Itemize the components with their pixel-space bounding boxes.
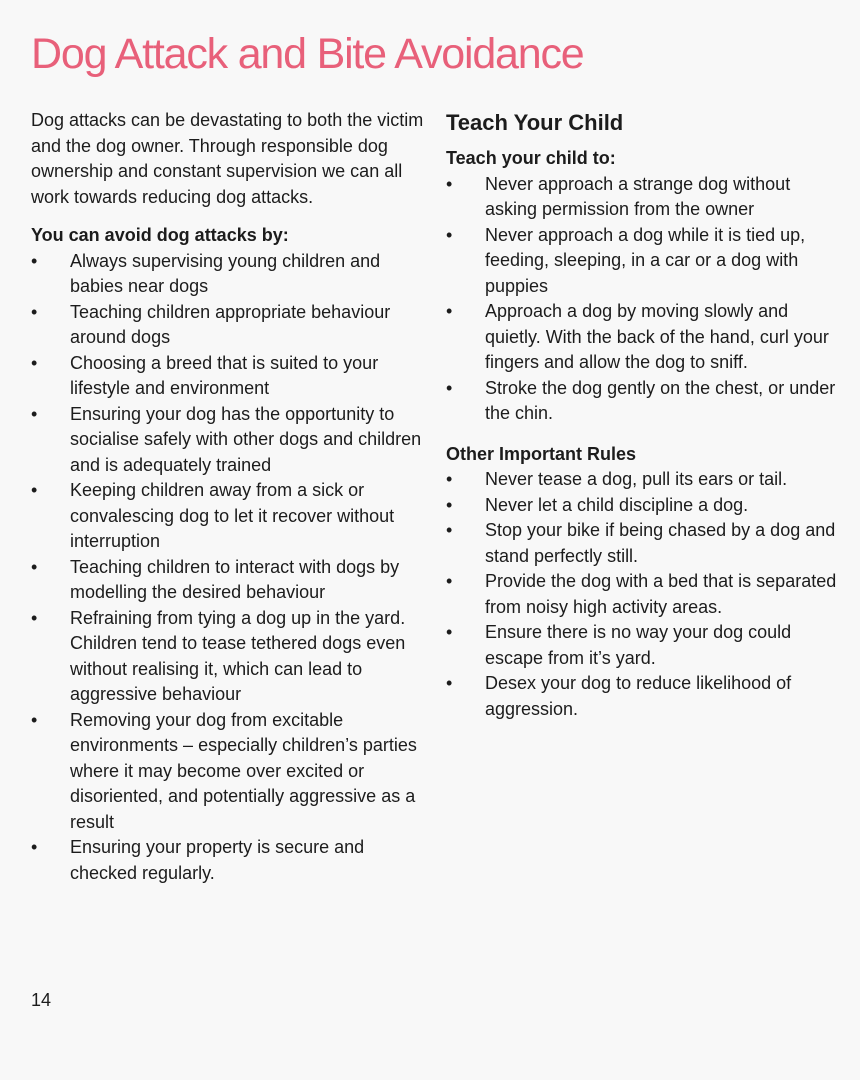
bullet-icon: • bbox=[446, 622, 453, 642]
bullet-icon: • bbox=[31, 556, 38, 577]
bullet-icon: • bbox=[31, 837, 38, 857]
bullet-icon: • bbox=[446, 520, 453, 540]
list-item: • Ensuring your property is secure and checked regularly. bbox=[31, 837, 365, 883]
bullet-icon: • bbox=[446, 173, 453, 194]
bullet-icon: • bbox=[31, 250, 38, 271]
teach-child-list bbox=[446, 172, 846, 427]
list-item: • Approach a dog by moving slowly and quietly. With the back of the hand, curl your fingers and allow the dog to sniff. bbox=[446, 301, 829, 372]
other-rules-list bbox=[446, 467, 846, 722]
list-item: • Keeping children away from a sick or convalescing dog to let it recover without interruption bbox=[31, 480, 395, 551]
bullet-icon: • bbox=[31, 301, 38, 322]
bullet-icon: • bbox=[31, 480, 38, 500]
avoid-attacks-list bbox=[31, 249, 426, 887]
page-title: Dog Attack and Bite Avoidance bbox=[31, 30, 584, 78]
page-number: 14 bbox=[31, 990, 52, 1010]
list-item: • Never approach a dog while it is tied up, feeding, sleeping, in a car or a dog with puppies bbox=[446, 224, 806, 296]
bullet-icon: • bbox=[31, 352, 38, 373]
bullet-icon: • bbox=[446, 301, 453, 321]
right-column bbox=[446, 108, 846, 722]
bullet-icon: • bbox=[446, 469, 453, 489]
bullet-icon: • bbox=[31, 607, 38, 628]
list-item: • Always supervising young children and babies near dogs bbox=[31, 250, 381, 296]
teach-child-heading: Teach Your Child bbox=[446, 110, 624, 135]
list-item: • Never tease a dog, pull its ears or tail. bbox=[446, 467, 846, 493]
list-item: • Desex your dog to reduce likelihood of aggression. bbox=[446, 673, 792, 719]
list-item: • Choosing a breed that is suited to your lifestyle and environment bbox=[31, 352, 379, 398]
bullet-icon: • bbox=[446, 494, 453, 515]
intro-paragraph: Dog attacks can be devastating to both the victim and the dog owner. Through responsible dog ownership and constant supervision we can all work towards reducing dog attacks. bbox=[31, 110, 424, 207]
bullet-icon: • bbox=[446, 571, 453, 591]
list-item: • Ensuring your dog has the opportunity to socialise safely with other dogs and children and is adequately trained bbox=[31, 403, 422, 475]
list-item: • Teaching children to interact with dogs by modelling the desired behaviour bbox=[31, 556, 400, 602]
list-item: • Ensure there is no way your dog could escape from it’s yard. bbox=[446, 622, 792, 668]
other-rules-subheading: Other Important Rules bbox=[446, 443, 637, 464]
teach-child-subheading: Teach your child to: bbox=[446, 148, 616, 168]
avoid-attacks-subheading: You can avoid dog attacks by: bbox=[31, 225, 289, 245]
list-item: • Stop your bike if being chased by a dog and stand perfectly still. bbox=[446, 520, 836, 566]
left-column bbox=[31, 108, 426, 886]
list-item: • Provide the dog with a bed that is separated from noisy high activity areas. bbox=[446, 571, 837, 617]
bullet-icon: • bbox=[31, 403, 38, 424]
bullet-icon: • bbox=[31, 709, 38, 730]
bullet-icon: • bbox=[446, 673, 453, 693]
list-item: • Refraining from tying a dog up in the yard. Children tend to tease tethered dogs even without realising it, which can lead to aggressive behaviour bbox=[31, 607, 406, 704]
list-item: • Never approach a strange dog without asking permission from the owner bbox=[446, 173, 791, 219]
list-item: • Never let a child discipline a dog. bbox=[446, 493, 846, 519]
bullet-icon: • bbox=[446, 377, 453, 398]
list-item: • Teaching children appropriate behaviour around dogs bbox=[31, 301, 391, 347]
list-item: • Stroke the dog gently on the chest, or under the chin. bbox=[446, 377, 836, 423]
bullet-icon: • bbox=[446, 224, 453, 245]
list-item: • Removing your dog from excitable environments – especially children’s parties where it may become over excited or disoriented, and potentially aggressive as a result bbox=[31, 709, 417, 832]
